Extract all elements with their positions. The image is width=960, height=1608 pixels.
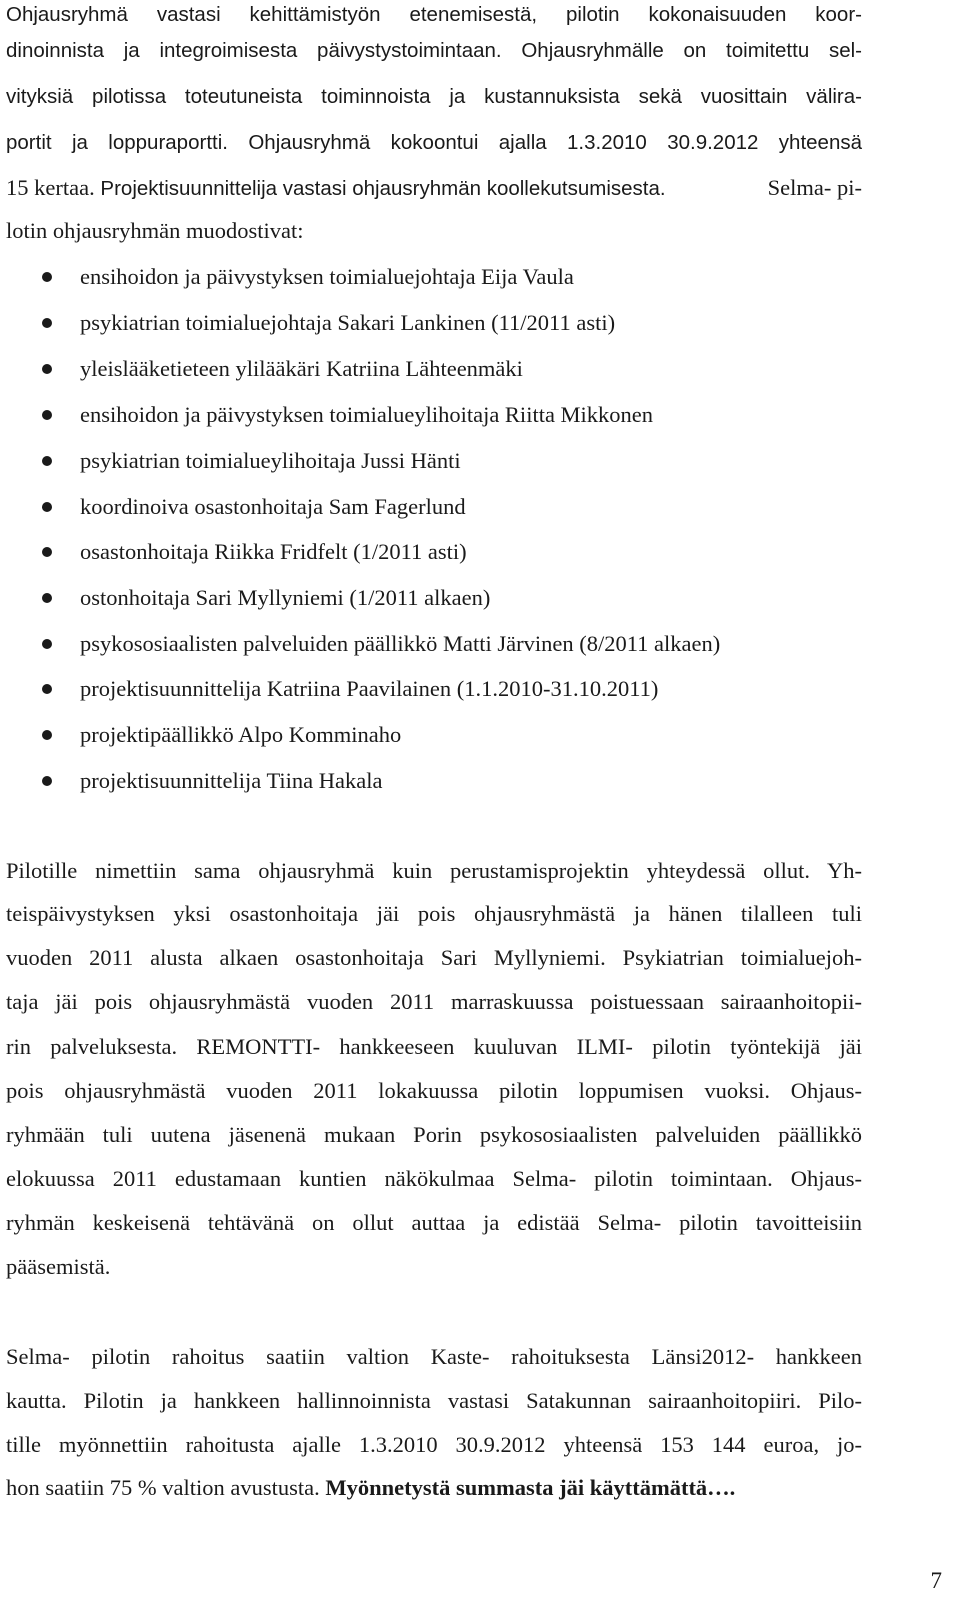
list-item-text: osastonhoitaja Riikka Fridfelt (1/2011 asti) xyxy=(80,539,467,564)
paragraph-2-line-1: Pilotille nimettiin sama ohjausryhmä kuin perustamisprojektin yhteydessä ollut. Yh- xyxy=(6,858,862,883)
list-item xyxy=(6,354,862,384)
line-5-rest: Projektisuunnittelija vastasi ohjausryhmän koollekutsumisesta. xyxy=(94,177,666,200)
bullet-icon xyxy=(42,364,52,374)
list-item-text: ostonhoitaja Sari Myllyniemi (1/2011 alkaen) xyxy=(80,585,491,610)
bullet-icon xyxy=(42,684,52,694)
paragraph-2-line-3: vuoden 2011 alusta alkaen osastonhoitaja Sari Myllyniemi. Psykiatrian toimialuejoh- xyxy=(6,945,862,970)
bullet-icon xyxy=(42,593,52,603)
list-item-text: ensihoidon ja päivystyksen toimialuejohtaja Eija Vaula xyxy=(80,264,574,289)
list-item xyxy=(6,583,862,613)
paragraph-2-line-5: rin palveluksesta. REMONTTI- hankkeeseen kuuluvan ILMI- pilotin työntekijä jäi xyxy=(6,1034,862,1059)
paragraph-1-line-2: dinoinnista ja integroimisesta päivystystoimintaan. Ohjausryhmälle on toimitettu sel- xyxy=(6,39,862,62)
paragraph-1-line-4: portit ja loppuraportti. Ohjausryhmä kokoontui ajalla 1.3.2010 30.9.2012 yhteensä xyxy=(6,131,862,154)
list-item xyxy=(6,446,862,476)
line-5-lead: 15 kertaa. xyxy=(6,175,95,200)
paragraph-1-line-6: lotin ohjausryhmän muodostivat: xyxy=(6,218,304,243)
list-item xyxy=(6,492,862,522)
list-item xyxy=(6,537,862,567)
list-item-text: koordinoiva osastonhoitaja Sam Fagerlund xyxy=(80,494,466,519)
paragraph-2-line-7: ryhmään tuli uutena jäsenenä mukaan Porin psykososiaalisten palveluiden päällikkö xyxy=(6,1122,862,1147)
paragraph-2-line-9: ryhmän keskeisenä tehtävänä on ollut auttaa ja edistää Selma- pilotin tavoitteisiin xyxy=(6,1210,862,1235)
paragraph-3-line-3: tille myönnettiin rahoitusta ajalle 1.3.2010 30.9.2012 yhteensä 153 144 euroa, jo- xyxy=(6,1432,862,1457)
bullet-icon xyxy=(42,776,52,786)
paragraph-3-plain-text: hon saatiin 75 % valtion avustusta. xyxy=(6,1475,326,1500)
paragraph-1-line-5 xyxy=(6,173,862,204)
list-item xyxy=(6,308,862,338)
list-item-text: yleislääketieteen ylilääkäri Katriina Lähteenmäki xyxy=(80,356,523,381)
bullet-icon xyxy=(42,272,52,282)
list-item xyxy=(6,674,862,704)
line-5-tail: Selma- pi- xyxy=(767,175,862,200)
list-item xyxy=(6,720,862,750)
bullet-icon xyxy=(42,318,52,328)
bullet-icon xyxy=(42,502,52,512)
page-number: 7 xyxy=(930,1568,942,1593)
bullet-icon xyxy=(42,456,52,466)
list-item-text: psykiatrian toimialueylihoitaja Jussi Hänti xyxy=(80,448,461,473)
paragraph-1-line-1: Ohjausryhmä vastasi kehittämistyön etenemisestä, pilotin kokonaisuuden koor- xyxy=(6,3,862,26)
list-item-text: psykiatrian toimialuejohtaja Sakari Lankinen (11/2011 asti) xyxy=(80,310,616,335)
bullet-icon xyxy=(42,639,52,649)
paragraph-2-line-2: teispäivystyksen yksi osastonhoitaja jäi pois ohjausryhmästä ja hänen tilalleen tuli xyxy=(6,901,862,926)
list-item-text: projektisuunnittelija Katriina Paavilainen (1.1.2010-31.10.2011) xyxy=(80,676,659,701)
paragraph-2-line-6: pois ohjausryhmästä vuoden 2011 lokakuussa pilotin loppumisen vuoksi. Ohjaus- xyxy=(6,1078,862,1103)
list-item-text: projektisuunnittelija Tiina Hakala xyxy=(80,768,383,793)
list-item xyxy=(6,766,862,796)
paragraph-3-line-1: Selma- pilotin rahoitus saatiin valtion Kaste- rahoituksesta Länsi2012- hankkeen xyxy=(6,1344,862,1369)
list-item-text: ensihoidon ja päivystyksen toimialueylihoitaja Riitta Mikkonen xyxy=(80,402,654,427)
paragraph-2-line-8: elokuussa 2011 edustamaan kuntien näkökulmaa Selma- pilotin toimintaan. Ohjaus- xyxy=(6,1166,862,1191)
bullet-icon xyxy=(42,547,52,557)
paragraph-1-line-3: vityksiä pilotissa toteutuneista toiminnoista ja kustannuksista sekä vuosittain välira- xyxy=(6,85,862,108)
paragraph-2-line-10: pääsemistä. xyxy=(6,1254,111,1279)
paragraph-2-line-4: taja jäi pois ohjausryhmästä vuoden 2011 marraskuussa poistuessaan sairaanhoitopii- xyxy=(6,989,862,1014)
paragraph-3-bold-text: Myönnetystä summasta jäi käyttämättä…. xyxy=(325,1475,736,1500)
list-item-text: psykososiaalisten palveluiden päällikkö Matti Järvinen (8/2011 alkaen) xyxy=(80,631,721,656)
paragraph-3-line-4 xyxy=(6,1473,862,1503)
paragraph-3-line-2: kautta. Pilotin ja hankkeen hallinnoinnista vastasi Satakunnan sairaanhoitopiiri. Pilo- xyxy=(6,1388,862,1413)
bullet-icon xyxy=(42,730,52,740)
list-item-text: projektipäällikkö Alpo Komminaho xyxy=(80,722,402,747)
bullet-icon xyxy=(42,410,52,420)
list-item xyxy=(6,262,862,292)
list-item xyxy=(6,629,862,659)
list-item xyxy=(6,400,862,430)
